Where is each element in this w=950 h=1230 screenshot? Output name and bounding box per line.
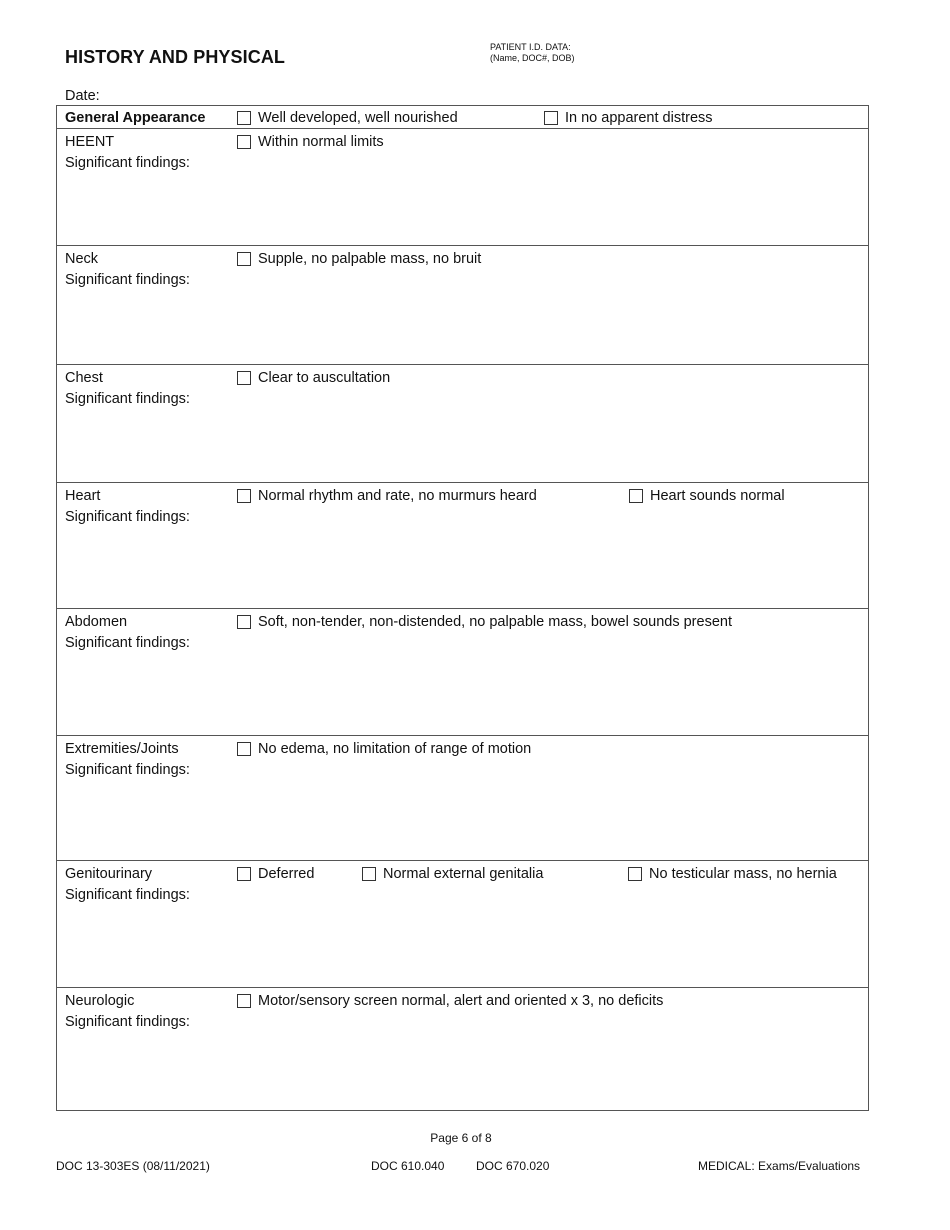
option-label: Heart sounds normal (650, 488, 785, 504)
row-heent (57, 129, 868, 246)
option-no-testicular-mass[interactable] (628, 865, 837, 883)
checkbox[interactable] (237, 135, 251, 149)
significant-findings-label: Significant findings: (65, 887, 190, 903)
option-label: Motor/sensory screen normal, alert and oriented x 3, no deficits (258, 993, 664, 1009)
row-label (65, 486, 190, 528)
form-title: HISTORY AND PHYSICAL (65, 47, 286, 67)
row-label (65, 991, 190, 1033)
significant-findings-label: Significant findings: (65, 155, 190, 171)
page-number: Page 6 of 8 (430, 1131, 492, 1145)
checkbox[interactable] (237, 867, 251, 881)
checkbox[interactable] (237, 489, 251, 503)
doc-reference-2: DOC 670.020 (476, 1159, 550, 1173)
chest-label: Chest (65, 370, 103, 386)
significant-findings-label: Significant findings: (65, 272, 190, 288)
row-extremities (57, 736, 868, 861)
neurologic-label: Neurologic (65, 993, 135, 1009)
checkbox[interactable] (237, 371, 251, 385)
row-label (65, 108, 206, 129)
option-label: Normal rhythm and rate, no murmurs heard (258, 488, 537, 504)
option-label: No testicular mass, no hernia (649, 866, 837, 882)
option-normal-external-genitalia[interactable] (362, 865, 543, 883)
general-appearance-label: General Appearance (65, 110, 206, 126)
option-label: Deferred (258, 866, 315, 882)
option-supple-no-mass[interactable] (237, 250, 481, 268)
patient-id-hint: (Name, DOC#, DOB) (490, 53, 575, 63)
significant-findings-label: Significant findings: (65, 635, 190, 651)
significant-findings-label: Significant findings: (65, 509, 190, 525)
abdomen-label: Abdomen (65, 614, 128, 630)
checkbox[interactable] (237, 111, 251, 125)
option-label: Supple, no palpable mass, no bruit (258, 251, 482, 267)
option-well-developed[interactable] (237, 109, 458, 127)
significant-findings-label: Significant findings: (65, 391, 190, 407)
heart-label: Heart (65, 488, 101, 504)
row-label (65, 864, 190, 906)
checkbox[interactable] (629, 489, 643, 503)
option-label: In no apparent distress (565, 110, 713, 126)
option-label: Normal external genitalia (383, 866, 544, 882)
option-no-edema[interactable] (237, 740, 531, 758)
option-soft-non-tender[interactable] (237, 613, 732, 631)
checkbox[interactable] (544, 111, 558, 125)
row-neck (57, 246, 868, 365)
form-number: DOC 13-303ES (08/11/2021) (56, 1159, 210, 1173)
form-category: MEDICAL: Exams/Evaluations (698, 1159, 861, 1173)
row-chest (57, 365, 868, 483)
row-genitourinary (57, 861, 868, 988)
extremities-label: Extremities/Joints (65, 741, 179, 757)
checkbox[interactable] (237, 252, 251, 266)
option-label: Well developed, well nourished (258, 110, 458, 126)
doc-reference-1: DOC 610.040 (371, 1159, 445, 1173)
row-label (65, 739, 190, 781)
row-heart (57, 483, 868, 609)
row-abdomen (57, 609, 868, 736)
option-label: Within normal limits (258, 134, 384, 150)
checkbox[interactable] (237, 742, 251, 756)
option-label: Clear to auscultation (258, 370, 391, 386)
genitourinary-label: Genitourinary (65, 866, 153, 882)
option-label: No edema, no limitation of range of motion (258, 741, 532, 757)
row-neurologic (57, 988, 868, 1110)
option-clear-to-auscultation[interactable] (237, 369, 390, 387)
heent-label: HEENT (65, 134, 115, 150)
patient-id-block (490, 42, 575, 64)
row-label (65, 368, 190, 410)
row-label (65, 612, 190, 654)
date-label: Date: (65, 88, 100, 104)
significant-findings-label: Significant findings: (65, 762, 190, 778)
row-label (65, 132, 190, 174)
row-label (65, 249, 190, 291)
checkbox[interactable] (237, 615, 251, 629)
option-motor-sensory-normal[interactable] (237, 992, 663, 1010)
option-heart-sounds-normal[interactable] (629, 487, 785, 505)
checkbox[interactable] (362, 867, 376, 881)
patient-id-label: PATIENT I.D. DATA: (490, 42, 571, 52)
exam-form-table (56, 105, 869, 1111)
option-no-distress[interactable] (544, 109, 713, 127)
significant-findings-label: Significant findings: (65, 1014, 190, 1030)
checkbox[interactable] (628, 867, 642, 881)
option-deferred[interactable] (237, 865, 314, 883)
option-label: Soft, non-tender, non-distended, no palpable mass, bowel sounds present (258, 614, 732, 630)
row-general-appearance (57, 106, 868, 129)
option-normal-rhythm[interactable] (237, 487, 537, 505)
neck-label: Neck (65, 251, 99, 267)
option-within-normal-limits[interactable] (237, 133, 384, 151)
checkbox[interactable] (237, 994, 251, 1008)
